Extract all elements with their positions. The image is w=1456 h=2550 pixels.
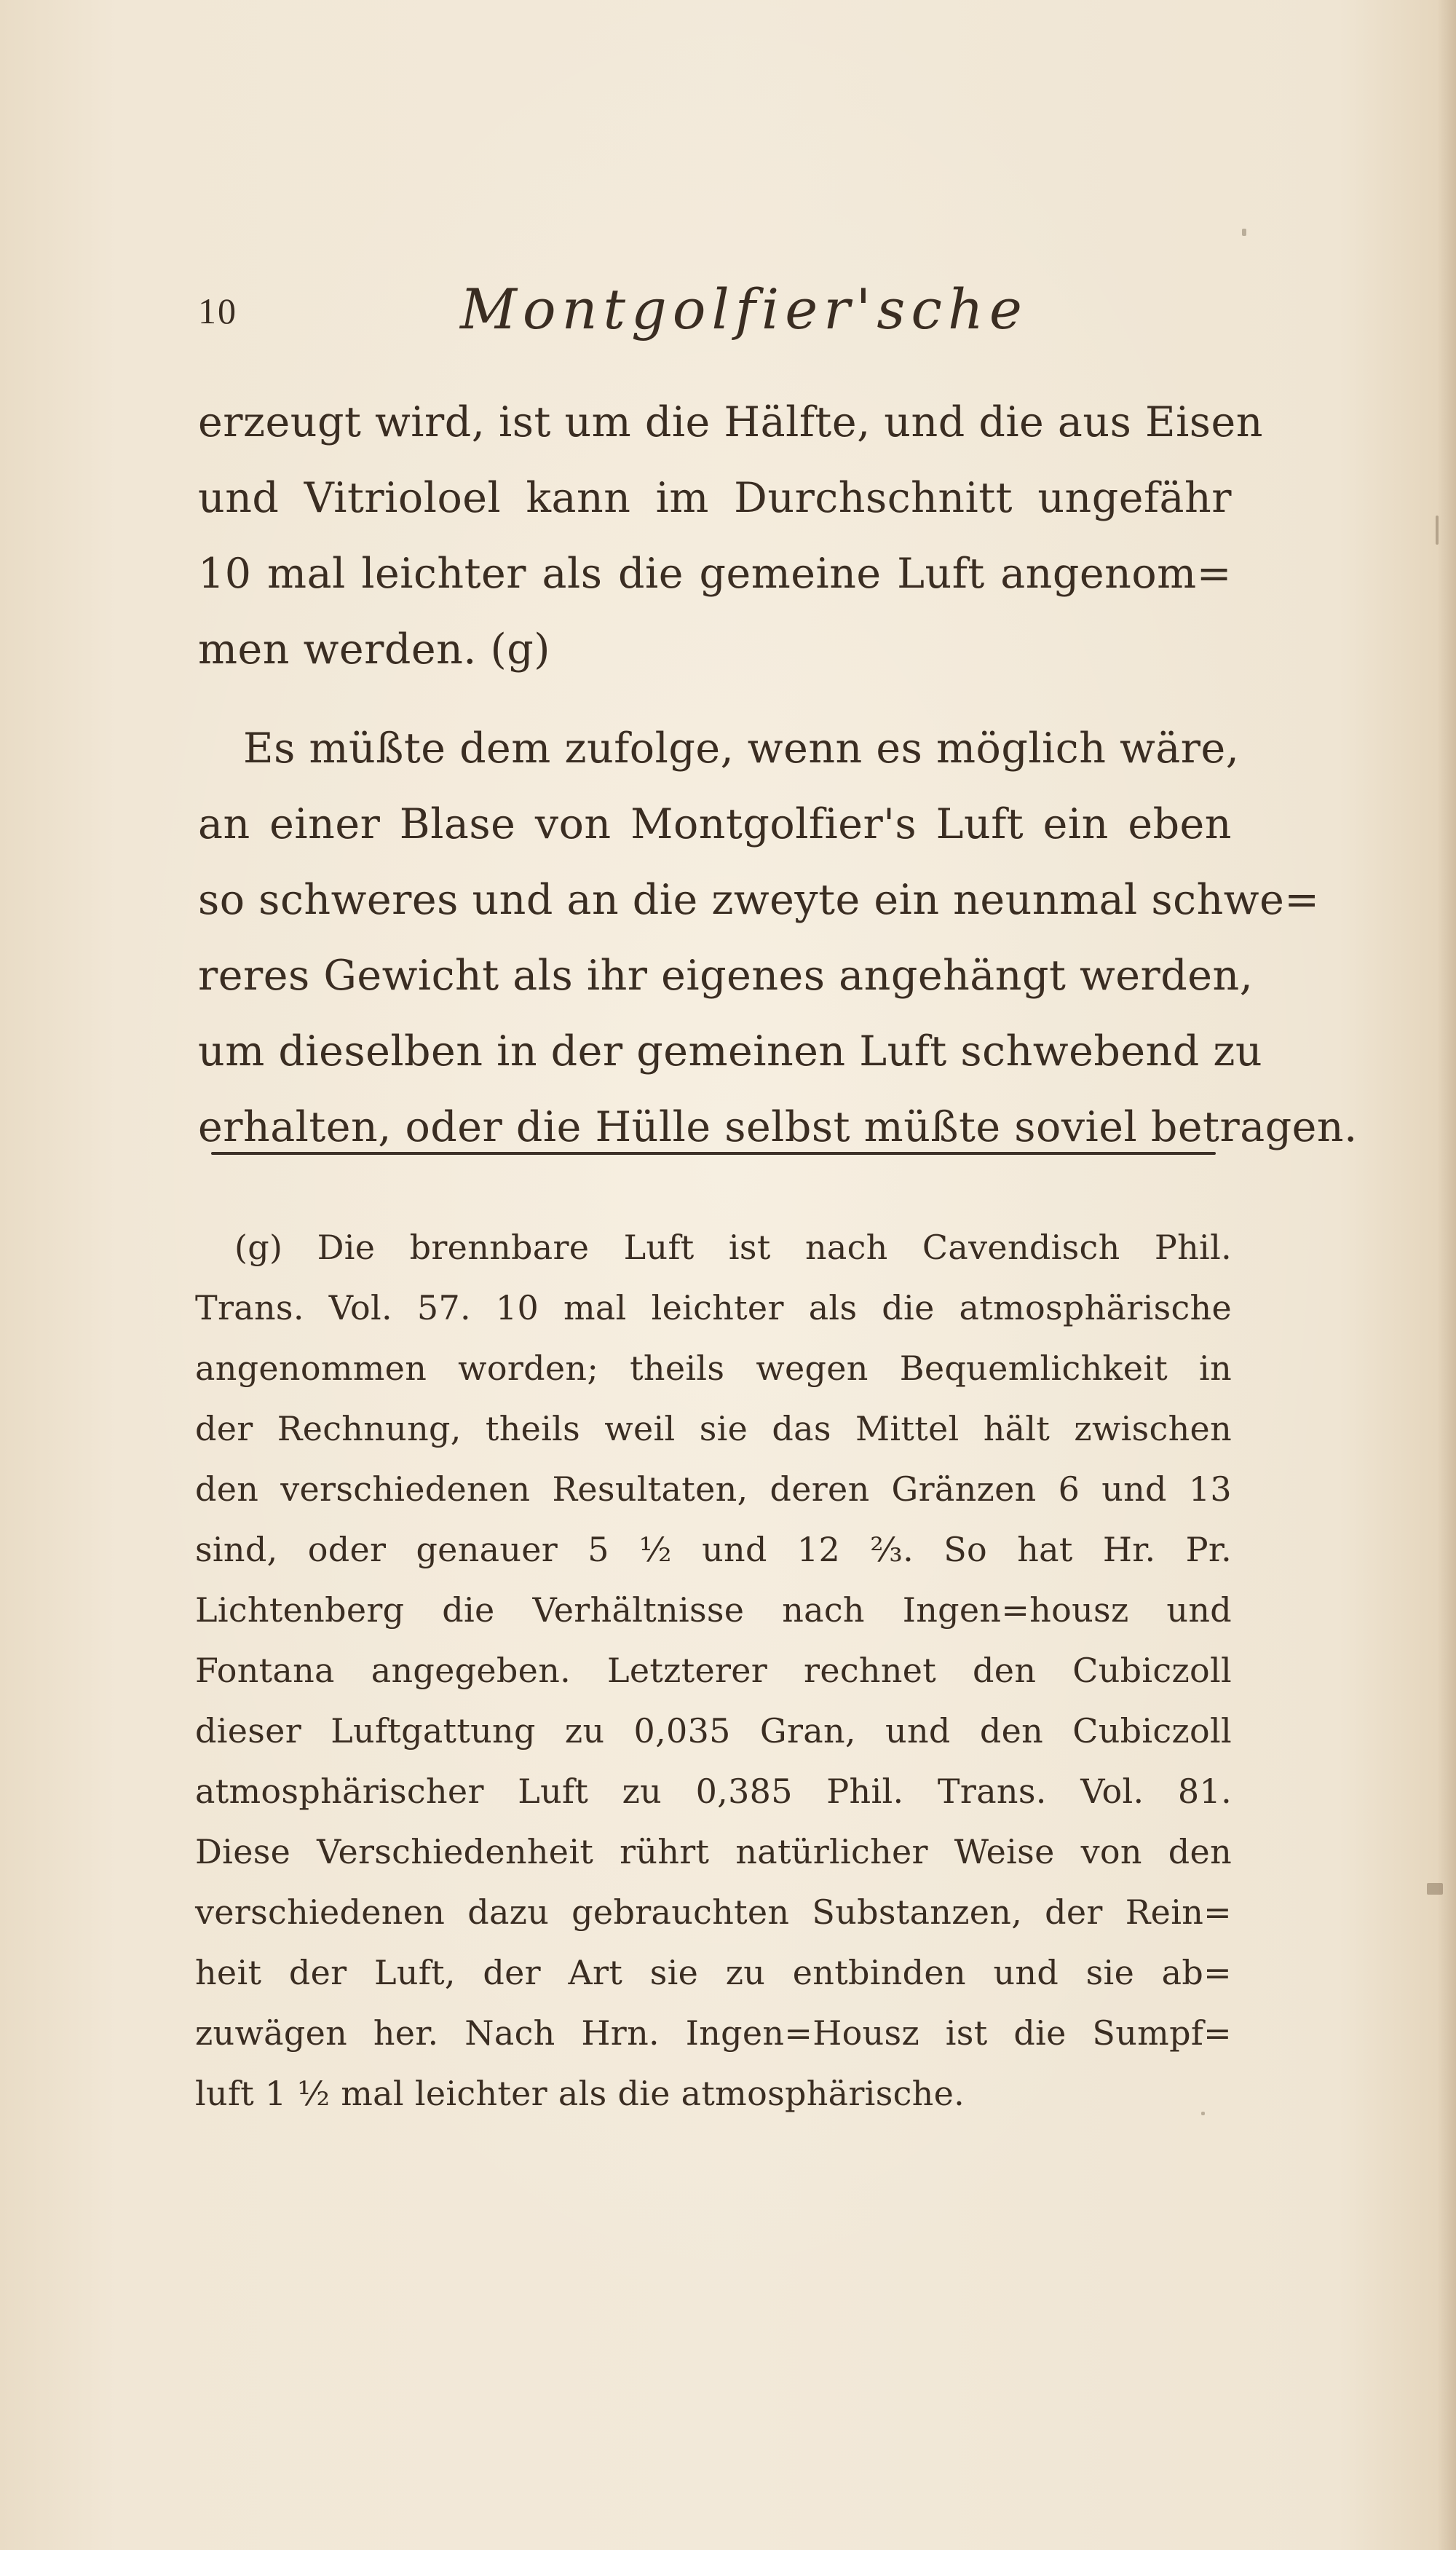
text-line: Es müßte dem zufolge, wenn es möglich wäre,: [243, 725, 1240, 773]
footnote-line: Trans. Vol. 57. 10 mal leichter als die atmosphärische: [195, 1288, 1232, 1327]
main-text: [198, 384, 1358, 1165]
paper-speck: [1427, 1883, 1443, 1895]
running-head: Montgolfier'sche: [460, 277, 1028, 342]
footnote-divider: [211, 1152, 1216, 1155]
footnote-line: der Rechnung, theils weil sie das Mittel hält zwischen: [195, 1409, 1232, 1448]
text-line: reres Gewicht als ihr eigenes angehängt werden,: [198, 952, 1254, 1000]
text-line: erhalten, oder die Hülle selbst müßte soviel betragen.: [198, 1103, 1358, 1151]
footnote-line: heit der Luft, der Art sie zu entbinden und sie ab=: [195, 1953, 1232, 1992]
footnote-line: atmosphärischer Luft zu 0,385 Phil. Trans. Vol. 81.: [195, 1772, 1232, 1811]
text-line: an einer Blase von Montgolfier's Luft ein eben: [198, 800, 1232, 848]
footnote-line: zuwägen her. Nach Hrn. Ingen=Housz ist die Sumpf=: [195, 2013, 1232, 2053]
text-line: so schweres und an die zweyte ein neunmal schwe=: [198, 876, 1320, 924]
text-line: um dieselben in der gemeinen Luft schwebend zu: [198, 1027, 1263, 1075]
footnote-line: sind, oder genauer 5 ½ und 12 ⅔. So hat Hr. Pr.: [195, 1530, 1232, 1569]
footnote-line: Fontana angegeben. Letzterer rechnet den Cubiczoll: [195, 1651, 1232, 1690]
footnote-line: luft 1 ½ mal leichter als die atmosphärische.: [195, 2074, 965, 2113]
footnote-line: dieser Luftgattung zu 0,035 Gran, und den Cubiczoll: [195, 1711, 1232, 1750]
text-line: 10 mal leichter als die gemeine Luft angenom=: [198, 550, 1232, 598]
paper-speck: [1242, 229, 1246, 236]
footnote-line: den verschiedenen Resultaten, deren Gränzen 6 und 13: [195, 1469, 1232, 1509]
footnote: [195, 1217, 1232, 2124]
footnote-line: angenommen worden; theils wegen Bequemlichkeit in: [195, 1349, 1232, 1388]
footnote-line: Diese Verschiedenheit rührt natürlicher Weise von den: [195, 1832, 1232, 1871]
text-line: und Vitrioloel kann im Durchschnitt ungefähr: [198, 474, 1232, 522]
footnote-line: verschiedenen dazu gebrauchten Substanzen, der Rein=: [195, 1892, 1232, 1932]
page-header: [198, 277, 1232, 357]
paper-speck: [1436, 516, 1439, 545]
paper-speck: [1201, 2112, 1205, 2115]
footnote-line: (g) Die brennbare Luft ist nach Cavendisch Phil.: [234, 1228, 1232, 1267]
paragraph-gap: [198, 687, 1232, 711]
footnote-line: Lichtenberg die Verhältnisse nach Ingen=housz und: [195, 1590, 1232, 1630]
text-line: erzeugt wird, ist um die Hälfte, und die aus Eisen: [198, 398, 1263, 446]
page-number: 10: [198, 291, 237, 331]
text-line: men werden. (g): [198, 625, 551, 674]
